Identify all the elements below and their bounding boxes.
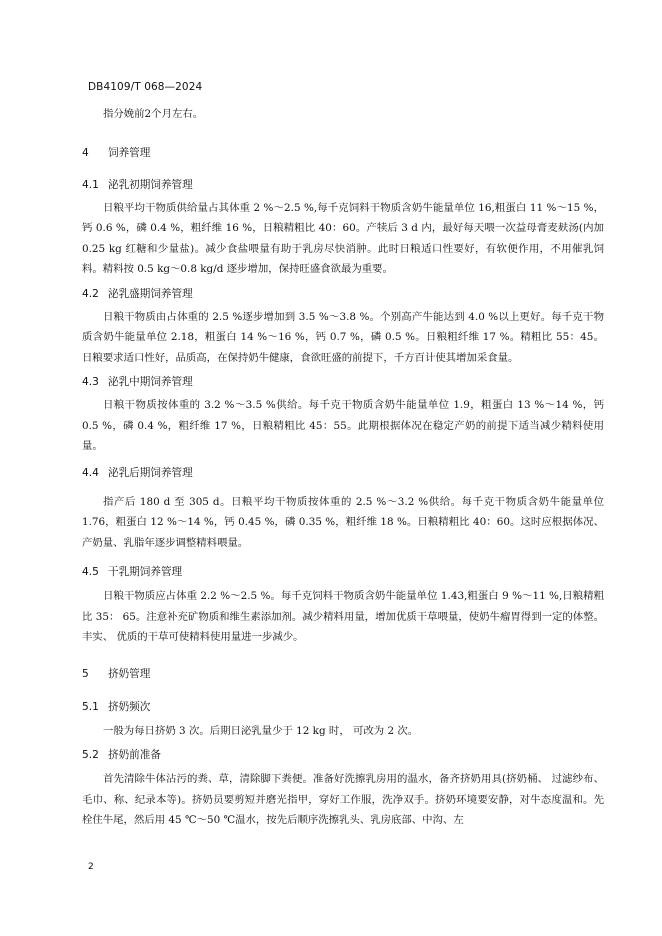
- section-5-1-heading: 5.1 挤奶频次: [82, 700, 151, 713]
- doc-header: DB4109/T 068—2024: [88, 81, 203, 93]
- section-4-2-heading: 4.2 泌乳盛期饲养管理: [82, 287, 193, 300]
- section-4-5-heading: 4.5 干乳期饲养管理: [82, 566, 183, 578]
- section-4-1-heading: 4.1 泌乳初期饲养管理: [82, 178, 193, 191]
- section-4-5-text: 日粮干物质应占体重 2.2 %～2.5 %。每千克饲料干物质含奶牛能量单位 1.43,粗蛋白 9 %～11 %,日粮精粗比 35： 65。注意补充矿物质和维生素添加剂。减少精料用量，增加优质干草喂量，使奶牛瘤胃得到一定的体整。丰实、 优质的干草可使精料使用量进一步减少。: [82, 590, 604, 643]
- section-5-1-text: 一般为每日挤奶 3 次。后期日泌乳量少于 12 kg 时， 可改为 2 次。: [103, 724, 419, 737]
- section-4-heading: 4 饲养管理: [82, 146, 151, 159]
- section-4-1-text: 日粮平均干物质供给量占其体重 2 %～2.5 %,每千克饲料干物质含奶牛能量单位 16,粗蛋白 11 %～15 %，钙 0.6 %，磷 0.4 %，粗纤维 16 %，日粮精粗比 40：60。产犊后 3 d 内，最好每天喂一次益母膏麦麸汤(内加 0.25 kg 红糖和少量盐)。减少食盐喂量有助于乳房尽快消肿。此时日粮适口性要好，有软便作用，不用催乳饲料。精料按 0.5 kg～0.8 kg/d 逐步增加，保持旺盛食欲最为重要。: [82, 201, 604, 275]
- section-4-4-heading: 4.4 泌乳后期饲养管理: [82, 466, 193, 479]
- page-number: 2: [88, 862, 94, 872]
- intro-paragraph: 指分娩前2个月左右。: [103, 108, 204, 120]
- page-content: [82, 104, 604, 831]
- section-4-4-text: 指产后 180 d 至 305 d。日粮平均干物质按体重的 2.5 %～3.2 %供给。每千克干物质含奶牛能量单位 1.76，粗蛋白 12 %～14 %，钙 0.45 %，磷 0.35 %，粗纤维 18 %。日粮精粗比 40：60。这时应根据体况、产奶量、乳脂年逐步调整精料喂量。: [82, 495, 604, 549]
- section-4-3-text: 日粮干物质按体重的 3.2 %～3.5 %供给。每千克干物质含奶牛能量单位 1.9，粗蛋白 13 %～14 %，钙 0.5 %，磷 0.4 %，粗纤维 17 %，日粮精粗比 45：55。此期根据体况在稳定产奶的前提下适当减少精料使用量。: [82, 399, 604, 452]
- section-5-2-heading: 5.2 挤奶前准备: [82, 749, 161, 761]
- section-4-2-text: 日粮干物质由占体重的 2.5 %逐步增加到 3.5 %～3.8 %。个别高产牛能达到 4.0 %以上更好。每千克干物质含奶牛能量单位 2.18，粗蛋白 14 %～16 %，钙 0.7 %，磷 0.5 %。日粮粗纤维 17 %。精粗比 55：45。 日粮要求适口性好，品质高，在保持奶牛健康，食欲旺盛的前提下，千方百计使其增加采食量。: [82, 310, 604, 364]
- section-4-3-heading: 4.3 泌乳中期饲养管理: [82, 376, 193, 388]
- section-5-heading: 5 挤奶管理: [82, 667, 151, 680]
- section-5-2-text: 首先清除牛体沾污的粪、草，清除脚下粪便。准备好洗擦乳房用的温水，备齐挤奶用具(挤奶桶、 过滤纱布、 毛巾、称、纪录本等)。挤奶员要剪短并磨光指甲，穿好工作服，洗净双手。挤奶环境要安静，对牛态度温和。先栓住牛尾，然后用 45 ℃～50 ℃温水，按先后顺序洗擦乳头、乳房底部、中沟、左: [82, 773, 604, 826]
